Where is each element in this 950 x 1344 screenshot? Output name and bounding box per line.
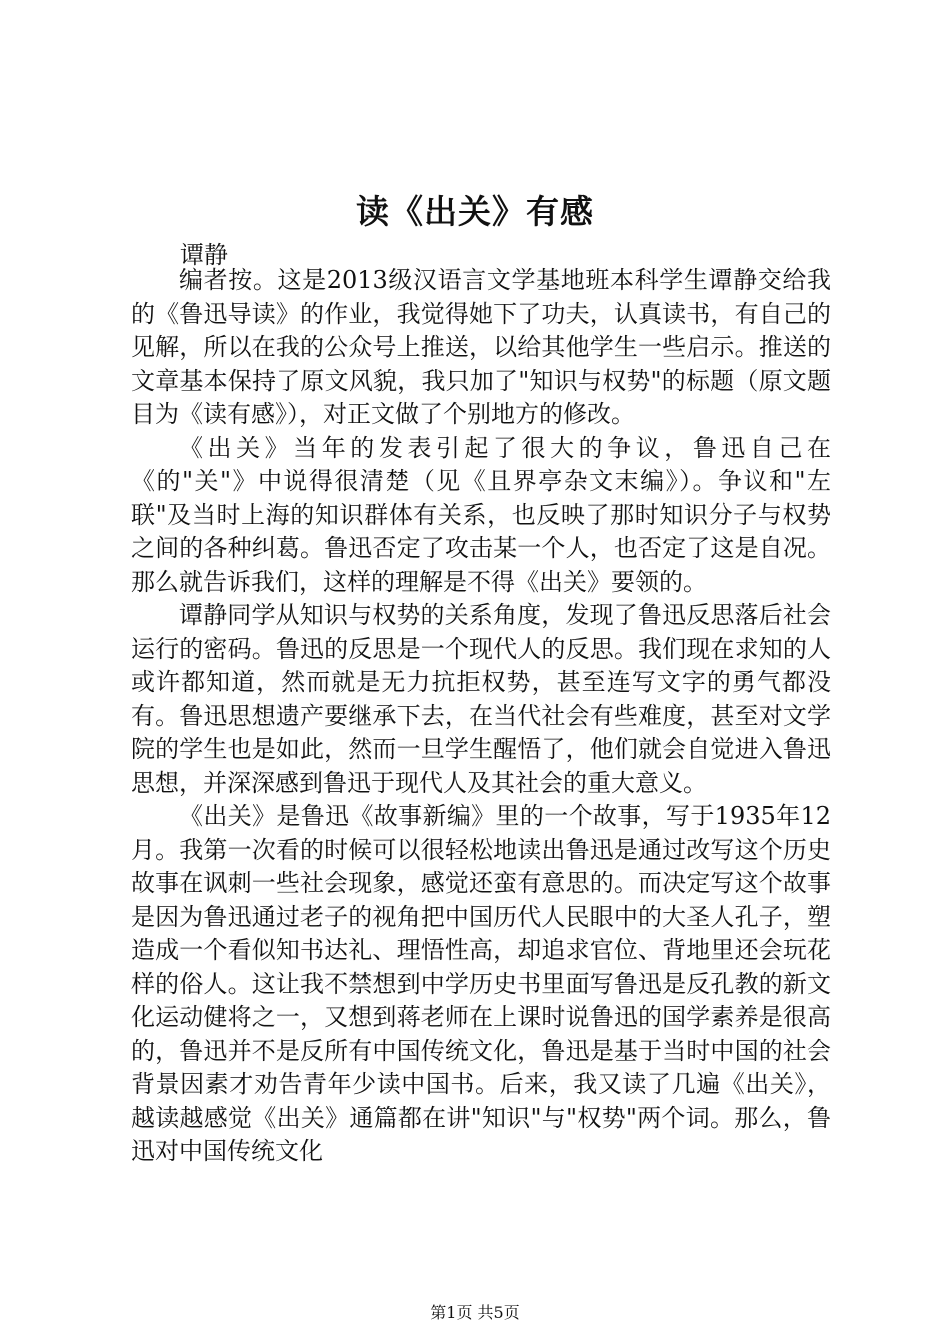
paragraph: 《出关》是鲁迅《故事新编》里的一个故事，写于1935年12月。我第一次看的时候可以很轻松地读出鲁迅是通过改写这个历史故事在讽刺一些社会现象，感觉还蛮有意思的。而决定写这个故事是因为鲁迅通过老子的视角把中国历代人民眼中的大圣人孔子，塑造成一个看似知书达礼、理悟性高，却追求官位、背地里还会玩花样的俗人。这让我不禁想到中学历史书里面写鲁迅是反孔教的新文化运动健将之一，又想到蒋老师在上课时说鲁迅的国学素养是很高的，鲁迅并不是反所有中国传统文化，鲁迅是基于当时中国的社会背景因素才劝告青年少读中国书。后来，我又读了几遍《出关》，越读越感觉《出关》通篇都在讲"知识"与"权势"两个词。那么，鲁迅对中国传统文化 — [131, 802, 831, 1165]
paragraph-editor-note: 编者按。这是2013级汉语言文学基地班本科学生谭静交给我的《鲁迅导读》的作业，我觉得她下了功夫，认真读书，有自己的见解，所以在我的公众号上推送，以给其他学生一些启示。推送的文章基本保持了原文风貌，我只加了"知识与权势"的标题（原文题目为《读有感》），对正文做了个别地方的修改。 — [131, 266, 831, 428]
paragraph: 谭静同学从知识与权势的关系角度，发现了鲁迅反思落后社会运行的密码。鲁迅的反思是一个现代人的反思。我们现在求知的人或许都知道，然而就是无力抗拒权势，甚至连写文字的勇气都没有。鲁迅思想遗产要继承下去，在当代社会有些难度，甚至对文学院的学生也是如此，然而一旦学生醒悟了，他们就会自觉进入鲁迅思想，并深深感到鲁迅于现代人及其社会的重大意义。 — [131, 601, 831, 797]
author-name: 谭静 — [180, 241, 228, 269]
document-title: 读《出关》有感 — [356, 192, 594, 231]
document-body — [131, 264, 831, 1169]
page-footer: 第1页 共5页 — [430, 1303, 520, 1322]
paragraph: 《出关》当年的发表引起了很大的争议，鲁迅自己在《的"关"》中说得很清楚（见《且界亭杂文末编》）。争议和"左联"及当时上海的知识群体有关系，也反映了那时知识分子与权势之间的各种纠葛。鲁迅否定了攻击某一个人，也否定了这是自况。那么就告诉我们，这样的理解是不得《出关》要领的。 — [131, 433, 831, 596]
